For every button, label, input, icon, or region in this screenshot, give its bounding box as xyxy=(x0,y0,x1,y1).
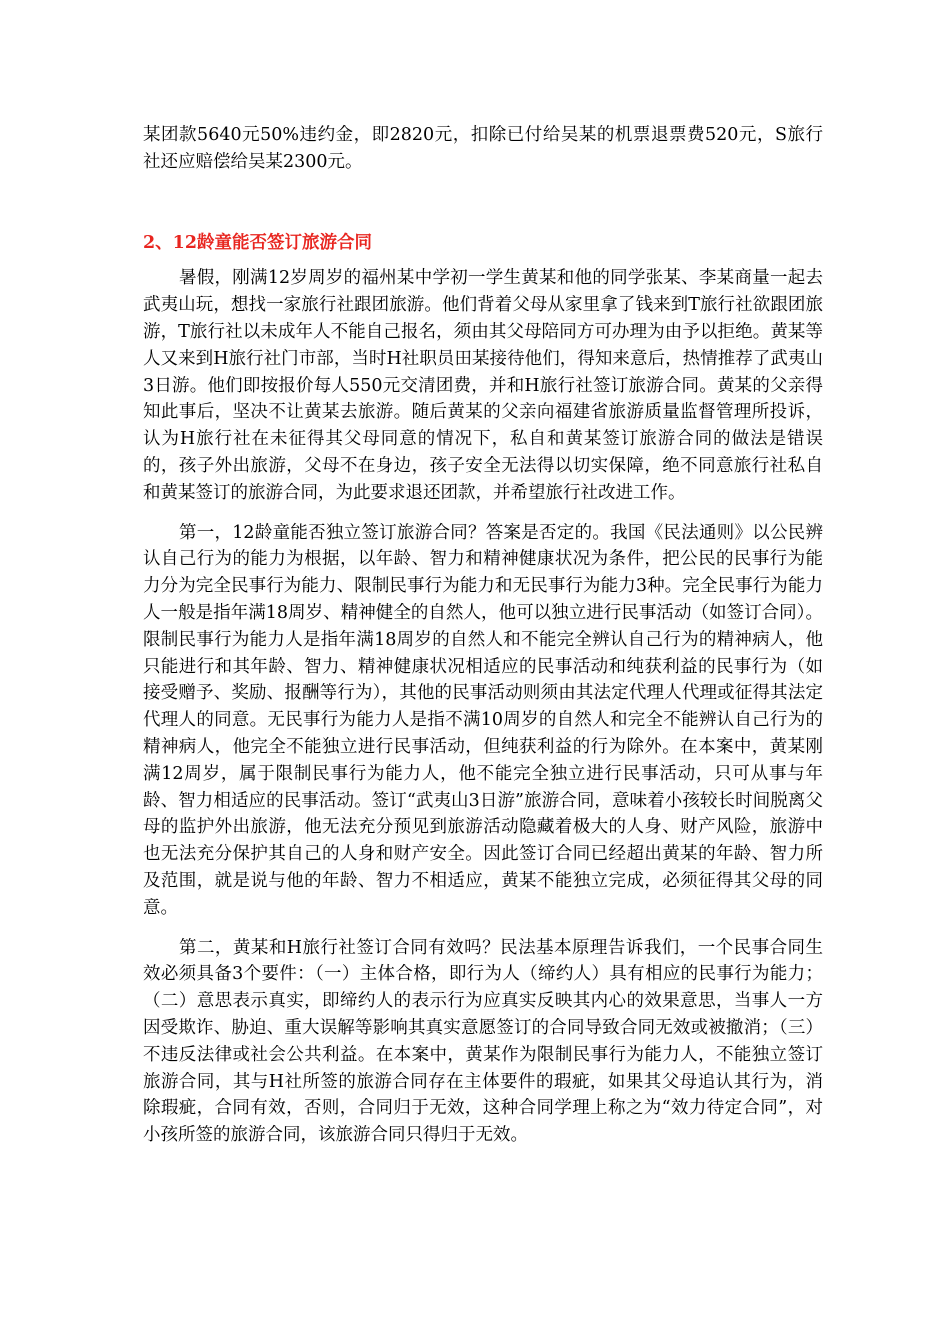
spacer xyxy=(143,176,823,230)
intro-paragraph: 某团款5640元50%违约金，即2820元，扣除已付给吴某的机票退票费520元，S旅行社还应赔偿给吴某2300元。 xyxy=(143,125,823,172)
spacer xyxy=(143,922,823,935)
document-content xyxy=(143,122,823,1149)
case-paragraph: 暑假，刚满12岁周岁的福州某中学初一学生黄某和他的同学张某、李某商量一起去武夷山玩，想找一家旅行社跟团旅游。他们背着父母从家里拿了钱来到T旅行社欲跟团旅游，T旅行社以未成年人不能自己报名，须由其父母陪同方可办理为由予以拒绝。黄某等人又来到H旅行社门市部，当时H社职员田某接待他们，得知来意后，热情推荐了武夷山3日游。他们即按报价每人550元交清团费，并和H旅行社签订旅游合同。黄某的父亲得知此事后，坚决不让黄某去旅游。随后黄某的父亲向福建省旅游质量监督管理所投诉，认为H旅行社在未征得其父母同意的情况下，私自和黄某签订旅游合同的做法是错误的，孩子外出旅游，父母不在身边，孩子安全无法得以切实保障，绝不同意旅行社私自和黄某签订的旅游合同，为此要求退还团款，并希望旅行社改进工作。 xyxy=(143,268,823,503)
analysis-paragraph-first: 第一，12龄童能否独立签订旅游合同？答案是否定的。我国《民法通则》以公民辨认自己行为的能力为根据，以年龄、智力和精神健康状况为条件，把公民的民事行为能力分为完全民事行为能力、限制民事行为能力和无民事行为能力3种。完全民事行为能力人一般是指年满18周岁、精神健全的自然人，他可以独立进行民事活动（如签订合同）。限制民事行为能力人是指年满18周岁的自然人和不能完全辨认自己行为的精神病人，他只能进行和其年龄、智力、精神健康状况相适应的民事活动和纯获利益的民事行为（如接受赠予、奖励、报酬等行为），其他的民事活动则须由其法定代理人代理或征得其法定代理人的同意。无民事行为能力人是指不满10周岁的自然人和完全不能辨认自己行为的精神病人，他完全不能独立进行民事活动，但纯获利益的行为除外。在本案中，黄某刚满12周岁，属于限制民事行为能力人，他不能完全独立进行民事活动，只可从事与年龄、智力相适应的民事活动。签订“武夷山3日游”旅游合同，意味着小孩较长时间脱离父母的监护外出旅游，他无法充分预见到旅游活动隐藏着极大的人身、财产风险，旅游中也无法充分保护其自己的人身和财产安全。因此签订合同已经超出黄某的年龄、智力所及范围，就是说与他的年龄、智力不相适应，黄某不能独立完成，必须征得其父母的同意。 xyxy=(143,522,823,918)
analysis-paragraph-second: 第二，黄某和H旅行社签订合同有效吗？民法基本原理告诉我们，一个民事合同生效必须具备3个要件：（一）主体合格，即行为人（缔约人）具有相应的民事行为能力；（二）意思表示真实，即缔约人的表示行为应真实反映其内心的效果意思，当事人一方因受欺诈、胁迫、重大误解等影响其真实意愿签订的合同导致合同无效或被撤消；（三）不违反法律或社会公共利益。在本案中，黄某作为限制民事行为能力人，不能独立签订旅游合同，其与H社所签的旅游合同存在主体要件的瑕疵，如果其父母追认其行为，消除瑕疵，合同有效，否则，合同归于无效，这种合同学理上称之为“效力待定合同”，对小孩所签的旅游合同，该旅游合同只得归于无效。 xyxy=(143,937,823,1146)
section-heading: 2、12龄童能否签订旅游合同 xyxy=(143,232,373,253)
spacer xyxy=(143,507,823,520)
